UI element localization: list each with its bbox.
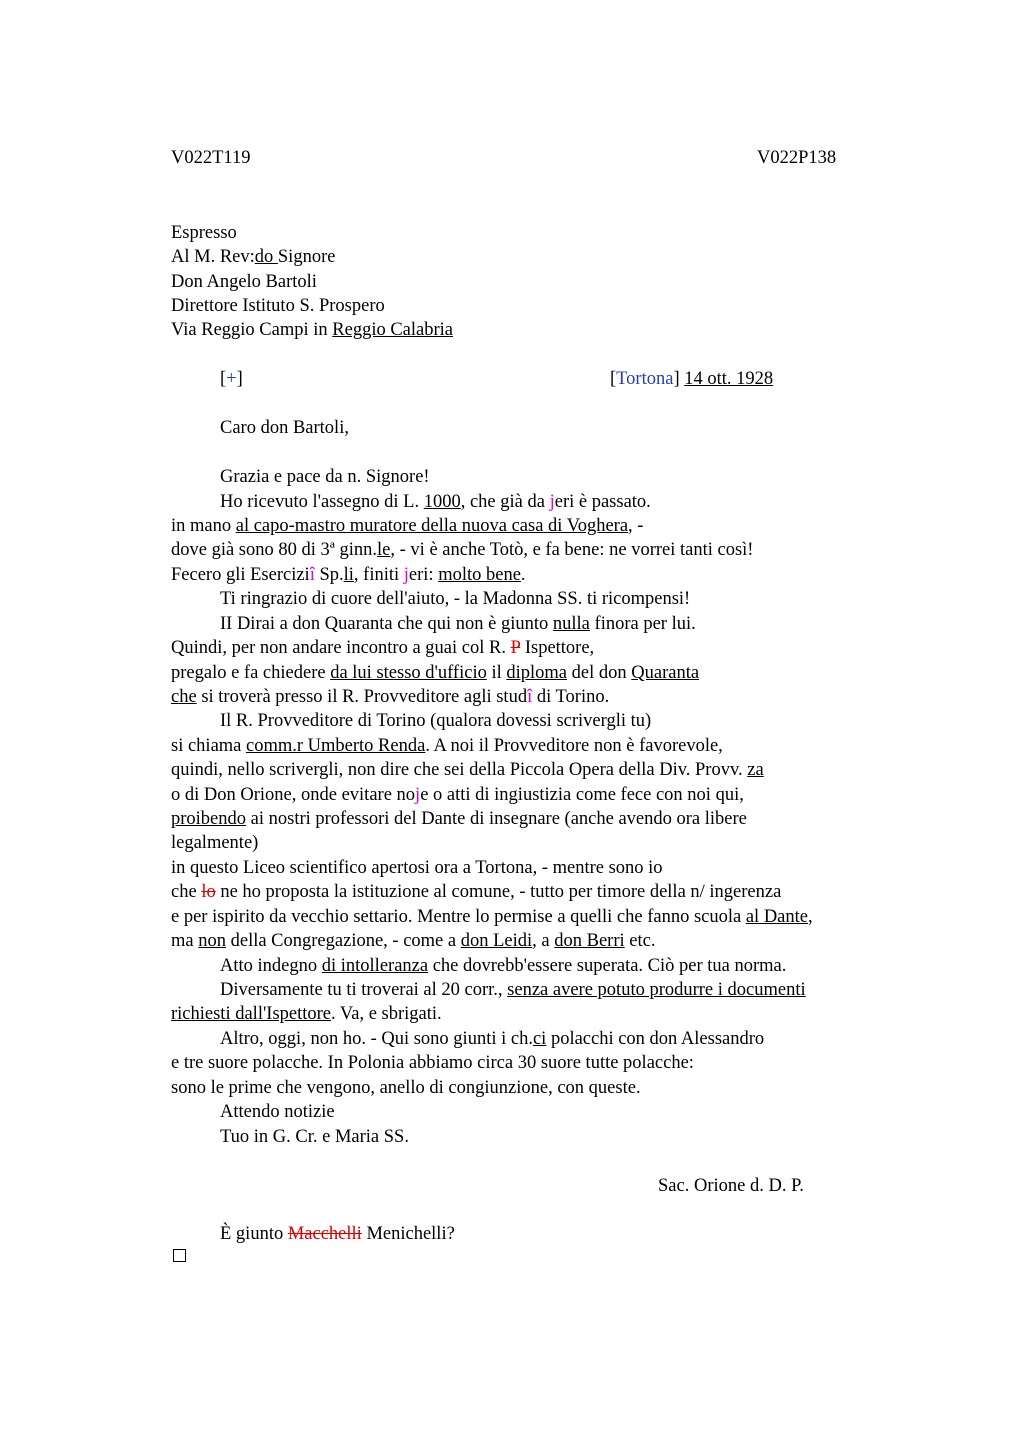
body-line: sono le prime che vengono, anello di congiunzione, con queste. [171,1078,641,1098]
address-line-4: Direttore Istituto S. Prospero [171,296,385,316]
body-line: che lo ne ho proposta la istituzione al comune, - tutto per timore della n/ ingerenza [171,882,782,902]
body-line: Grazia e pace da n. Signore! [220,467,430,487]
closing: Tuo in G. Cr. e Maria SS. [220,1127,409,1147]
header-right-code: V022P138 [757,148,837,168]
end-checkbox-icon [173,1249,186,1262]
body-line: legalmente) [171,833,259,853]
body-line: in questo Liceo scientifico apertosi ora a Tortona, - mentre sono io [171,858,663,878]
body-line: Ti ringrazio di cuore dell'aiuto, - la Madonna SS. ti ricompensi! [220,589,691,609]
body-line: II Dirai a don Quaranta che qui non è giunto nulla finora per lui. [220,614,696,634]
cross-mark: [+] [220,369,243,389]
address-line-2: Al M. Rev:do Signore [171,247,336,267]
address-line-3: Don Angelo Bartoli [171,272,317,292]
body-line: Diversamente tu ti troverai al 20 corr., senza avere potuto produrre i documenti [220,980,806,1000]
body-line: quindi, nello scrivergli, non dire che sei della Piccola Opera della Div. Provv. za [171,760,764,780]
body-line: Ho ricevuto l'assegno di L. 1000, che già da jeri è passato. [220,492,651,512]
body-line: Quindi, per non andare incontro a guai col R. P Ispettore, [171,638,595,658]
body-line: Il R. Provveditore di Torino (qualora dovessi scrivergli tu) [220,711,652,731]
address-line-5: Via Reggio Campi in Reggio Calabria [171,320,453,340]
body-line: dove già sono 80 di 3ª ginn.le, - vi è anche Totò, e fa bene: ne vorrei tanti così! [171,540,754,560]
body-line: e tre suore polacche. In Polonia abbiamo circa 30 suore tutte polacche: [171,1053,694,1073]
postscript: È giunto Macchelli Menichelli? [220,1224,455,1244]
body-line: si chiama comm.r Umberto Renda. A noi il Provveditore non è favorevole, [171,736,723,756]
body-line: in mano al capo-mastro muratore della nuova casa di Voghera, - [171,516,644,536]
body-line: che si troverà presso il R. Provveditore agli studî di Torino. [171,687,610,707]
address-line-1: Espresso [171,223,237,243]
body-line: proibendo ai nostri professori del Dante di insegnare (anche avendo ora libere [171,809,747,829]
body-line: Altro, oggi, non ho. - Qui sono giunti i ch.ci polacchi con don Alessandro [220,1029,765,1049]
body-line: o di Don Orione, onde evitare noje o atti di ingiustizia come fece con noi qui, [171,785,744,805]
body-line: Atto indegno di intolleranza che dovrebb'essere superata. Ciò per tua norma. [220,956,787,976]
body-line: richiesti dall'Ispettore. Va, e sbrigati. [171,1004,442,1024]
body-line: pregalo e fa chiedere da lui stesso d'ufficio il diploma del don Quaranta [171,663,700,683]
place-date: [Tortona] 14 ott. 1928 [610,369,774,389]
salutation: Caro don Bartoli, [220,418,349,438]
signature: Sac. Orione d. D. P. [658,1176,804,1196]
body-line: ma non della Congregazione, - come a don Leidi, a don Berri etc. [171,931,656,951]
header-left-code: V022T119 [171,148,251,168]
body-line: Fecero gli Eserciziî Sp.li, finiti jeri: molto bene. [171,565,526,585]
body-line: Attendo notizie [220,1102,335,1122]
body-line: e per ispirito da vecchio settario. Mentre lo permise a quelli che fanno scuola al Dante, [171,907,813,927]
